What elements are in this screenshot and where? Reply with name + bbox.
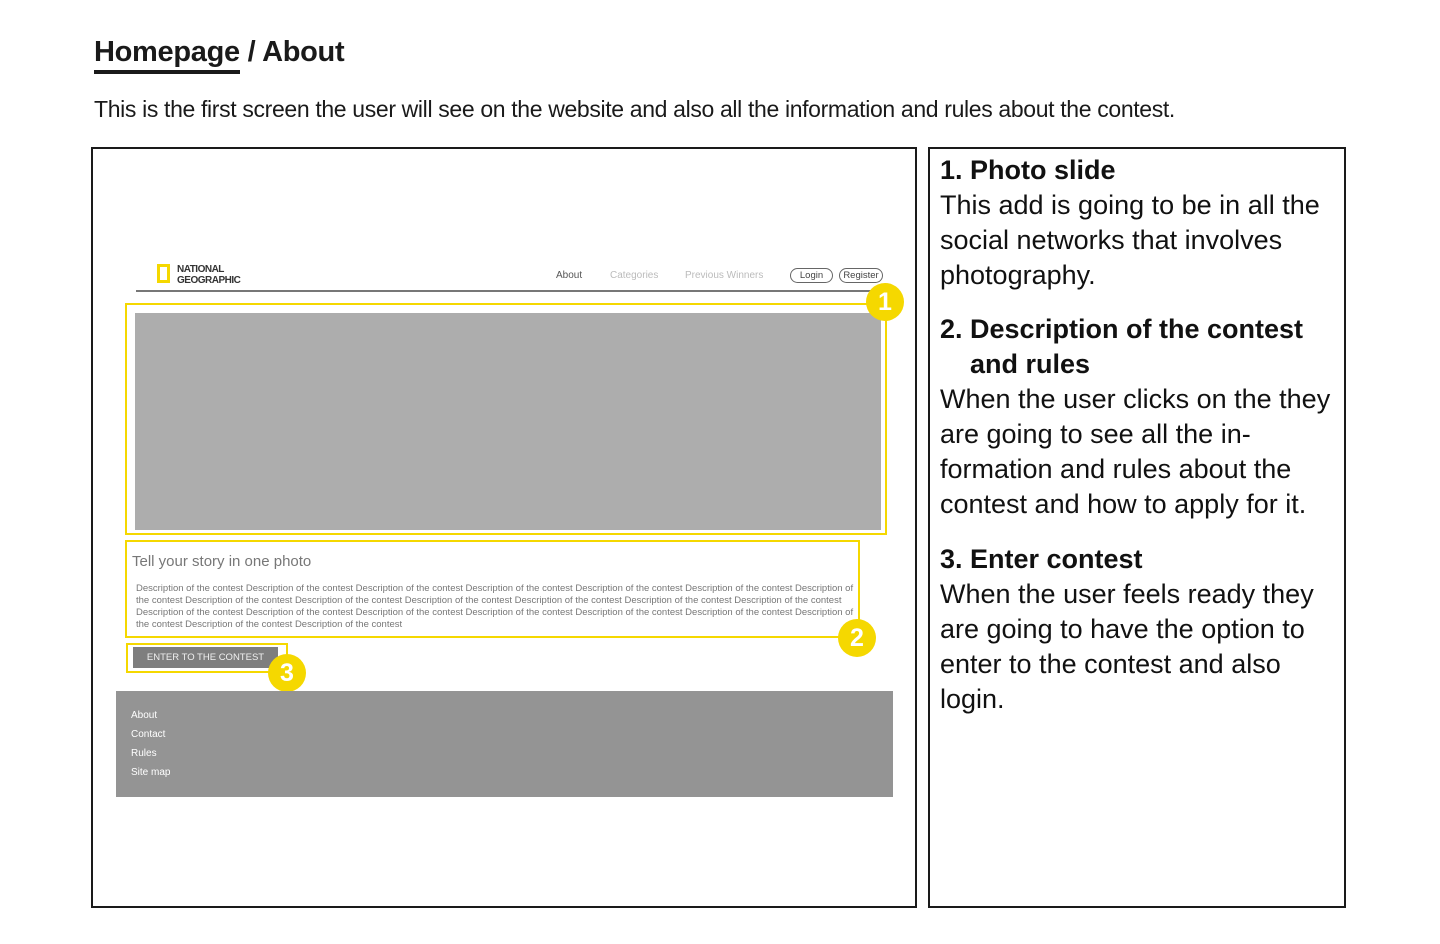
intro-text: This is the first screen the user will see on the website and also all the information and rules about the contest. — [94, 96, 1175, 122]
footer-link-about[interactable]: About — [131, 710, 158, 721]
badge-2: 2 — [838, 619, 876, 657]
contest-description: Description of the contest Description of the contest Description of the contest Description of the contest Description of the contest Description of the contest Description of the contest Description of the contest Description of the contest Description of the contest Description of the contest Description of the contest Description of the contest Description of the contest Description of the contest Description of the contest Description of the contest Description of the contest Description of the contest Description of the contest Description of the contest Description of the contest — [136, 583, 854, 630]
nav-about[interactable]: About — [556, 270, 583, 281]
footer-link-contact[interactable]: Contact — [131, 729, 166, 740]
logo-line-1: NATIONAL — [177, 264, 224, 275]
note-2 — [940, 312, 1340, 522]
enter-contest-button[interactable]: ENTER TO THE CONTEST — [133, 647, 278, 668]
breadcrumb-separator: / — [239, 36, 263, 68]
badge-3: 3 — [268, 654, 306, 692]
logo-line-2: GEOGRAPHIC — [177, 275, 241, 286]
nav-categories[interactable]: Categories — [610, 270, 659, 281]
footer-link-site-map[interactable]: Site map — [131, 767, 171, 778]
page-title — [94, 36, 344, 74]
breadcrumb-current: About — [262, 36, 345, 68]
note-2-title: Description of the contest and rules — [970, 314, 1304, 379]
note-1-number: 1. — [940, 155, 963, 185]
note-3-number: 3. — [940, 544, 963, 574]
note-1 — [940, 153, 1340, 293]
mockup-footer — [116, 691, 893, 797]
note-2-number: 2. — [940, 314, 963, 344]
note-1-body: This add is going to be in all the social networks that involves photography. — [940, 190, 1320, 290]
badge-1: 1 — [866, 283, 904, 321]
note-3-heading — [940, 542, 1340, 577]
note-2-heading — [940, 312, 1340, 382]
annotation-panel — [928, 147, 1346, 908]
note-3 — [940, 542, 1340, 717]
note-3-body: When the user feels ready they are going to have the option to enter to the contest and also login. — [940, 579, 1314, 714]
wireframe-mockup — [91, 147, 917, 908]
nav-divider — [136, 290, 882, 292]
note-1-heading — [940, 153, 1340, 188]
logo-text — [177, 264, 240, 286]
national-geographic-logo-icon — [157, 264, 170, 283]
note-1-title: Photo slide — [970, 155, 1116, 185]
nav-previous-winners[interactable]: Previous Winners — [685, 270, 764, 281]
note-2-body: When the user clicks on the they are going to see all the information and rules about the contest and how to apply for it. — [940, 384, 1331, 519]
photo-slide-placeholder[interactable] — [135, 313, 881, 530]
footer-link-rules[interactable]: Rules — [131, 748, 157, 759]
register-button[interactable]: Register — [839, 268, 883, 283]
breadcrumb-homepage-link[interactable]: Homepage — [94, 36, 240, 74]
story-title: Tell your story in one photo — [132, 553, 312, 570]
note-3-title: Enter contest — [970, 544, 1143, 574]
login-button[interactable]: Login — [790, 268, 833, 283]
